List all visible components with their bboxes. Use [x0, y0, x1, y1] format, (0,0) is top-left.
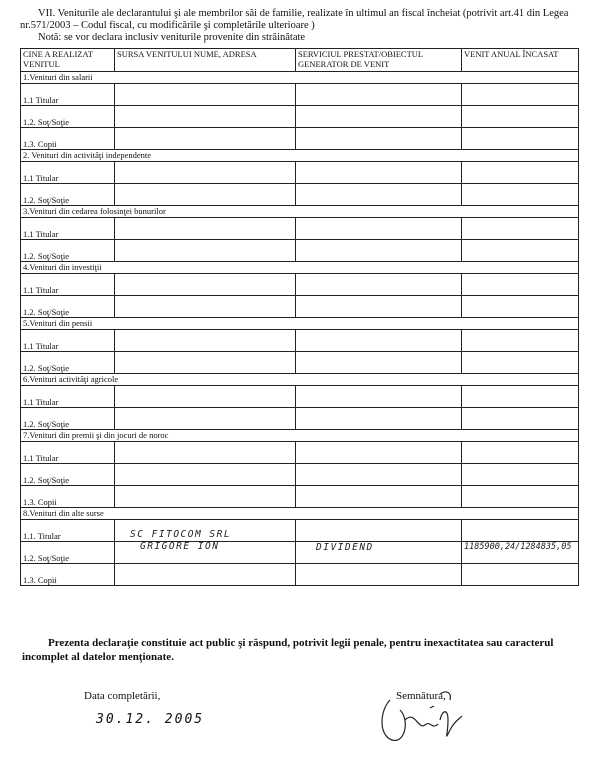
table-cell [296, 274, 462, 296]
row-label: 1.1 Titular [21, 330, 115, 352]
table-cell [115, 128, 296, 150]
table-cell [296, 240, 462, 262]
table-cell [115, 486, 296, 508]
handwritten-amount: 1185900,24/1284835,05 [464, 542, 572, 552]
header-cell: SERVICIUL PRESTAT/OBIECTUL GENERATOR DE VENIT [296, 49, 462, 72]
table-cell [115, 408, 296, 430]
table-row [21, 128, 579, 150]
table-row [21, 564, 579, 586]
table-row [21, 520, 579, 542]
table-cell [462, 408, 579, 430]
table-cell [296, 106, 462, 128]
handwritten-source-person: GRIGORE ION [140, 541, 220, 552]
row-label: 1.1 Titular [21, 386, 115, 408]
section-title: 6.Venituri activităţi agricole [21, 374, 579, 386]
row-label: 1.1 Titular [21, 84, 115, 106]
section-title: 2. Venituri din activităţi independente [21, 150, 579, 162]
section-row [21, 508, 579, 520]
row-label: 1.2. Soţ/Soţie [21, 184, 115, 206]
section-row [21, 262, 579, 274]
table-row [21, 442, 579, 464]
table-cell [296, 464, 462, 486]
section-row [21, 72, 579, 84]
section-title: 1.Venituri din salarii [21, 72, 579, 84]
intro-note: Notă: se vor declara inclusiv veniturile provenite din străinătate [38, 32, 306, 43]
table-row [21, 274, 579, 296]
table-cell [115, 442, 296, 464]
section-title: 8.Venituri din alte surse [21, 508, 579, 520]
row-label: 1.2. Soţ/Soţie [21, 240, 115, 262]
table-cell [115, 330, 296, 352]
section-title: 4.Venituri din investiţii [21, 262, 579, 274]
table-row [21, 408, 579, 430]
closing-statement [22, 636, 582, 664]
row-label: 1.2. Soţ/Soţie [21, 464, 115, 486]
table-cell [296, 486, 462, 508]
table-row [21, 218, 579, 240]
handwritten-service: DIVIDEND [316, 542, 374, 553]
table-row [21, 386, 579, 408]
table-cell [296, 330, 462, 352]
section-title: 3.Venituri din cedarea folosinţei bunurilor [21, 206, 579, 218]
table-cell [462, 386, 579, 408]
table-cell [462, 106, 579, 128]
table-row [21, 106, 579, 128]
table-cell [296, 520, 462, 542]
row-label: 1.3. Copii [21, 564, 115, 586]
table-cell [296, 442, 462, 464]
table-cell [462, 128, 579, 150]
section-row [21, 150, 579, 162]
table-cell [115, 240, 296, 262]
table-cell [115, 84, 296, 106]
table-cell [462, 520, 579, 542]
table-cell [115, 274, 296, 296]
table-row [21, 240, 579, 262]
section-row [21, 430, 579, 442]
intro-text: VII. Veniturile ale declarantului şi ale membrilor săi de familie, realizate în ultimul an fiscal încheiat (potrivit art.41 din Legea nr.571/2003 – Codul fiscal, cu modificările şi completările ulterioare ) [20, 8, 569, 31]
table-row [21, 486, 579, 508]
table-cell [462, 464, 579, 486]
row-label: 1.1 Titular [21, 274, 115, 296]
table-cell [296, 218, 462, 240]
section-title: 5.Venituri din pensii [21, 318, 579, 330]
section-row [21, 374, 579, 386]
table-cell [115, 184, 296, 206]
row-label: 1.2. Soţ/Soţie [21, 296, 115, 318]
table-cell [115, 386, 296, 408]
table-cell [462, 240, 579, 262]
signature-label: Semnătura, [396, 690, 446, 702]
closing-text: Prezenta declaraţie constituie act public şi răspund, potrivit legii penale, pentru inexactitatea sau caracterul incomplet al datelor menţionate. [22, 637, 554, 663]
table-cell [115, 352, 296, 374]
table-cell [296, 386, 462, 408]
row-label: 1.1. Titular [21, 520, 115, 542]
table-cell [115, 218, 296, 240]
handwritten-source-company: SC FITOCOM SRL [130, 529, 232, 540]
table-row [21, 184, 579, 206]
table-cell [296, 408, 462, 430]
signature-image [370, 680, 480, 750]
table-cell [115, 296, 296, 318]
section-row [21, 206, 579, 218]
table-cell [115, 162, 296, 184]
row-label: 1.3. Copii [21, 128, 115, 150]
table-cell [462, 330, 579, 352]
row-label: 1.2. Soţ/Soţie [21, 106, 115, 128]
table-row [21, 464, 579, 486]
section-title: 7.Venituri din premii şi din jocuri de noroc [21, 430, 579, 442]
table-cell [462, 352, 579, 374]
row-label: 1.2. Soţ/Soţie [21, 542, 115, 564]
table-cell [462, 84, 579, 106]
section-row [21, 318, 579, 330]
table-cell [115, 564, 296, 586]
table-row [21, 330, 579, 352]
table-cell [462, 564, 579, 586]
header-row [21, 49, 579, 72]
table-cell [462, 184, 579, 206]
table-cell [462, 162, 579, 184]
table-row [21, 352, 579, 374]
intro [20, 8, 580, 44]
income-table [20, 48, 579, 586]
table-cell [296, 84, 462, 106]
date-value: 30.12. 2005 [96, 712, 205, 727]
table-cell [296, 352, 462, 374]
table-row [21, 84, 579, 106]
table-row [21, 296, 579, 318]
table-cell [296, 184, 462, 206]
row-label: 1.3. Copii [21, 486, 115, 508]
header-cell: SURSA VENITULUI NUME, ADRESA [115, 49, 296, 72]
row-label: 1.2. Soţ/Soţie [21, 408, 115, 430]
row-label: 1.1 Titular [21, 162, 115, 184]
table-cell [462, 296, 579, 318]
table-cell [462, 442, 579, 464]
row-label: 1.1 Titular [21, 218, 115, 240]
date-label: Data completării, [84, 690, 161, 702]
table-cell [296, 296, 462, 318]
table-cell [462, 274, 579, 296]
table-row [21, 162, 579, 184]
header-cell: VENIT ANUAL ÎNCASAT [462, 49, 579, 72]
table-cell [115, 106, 296, 128]
row-label: 1.2. Soţ/Soţie [21, 352, 115, 374]
table-cell [462, 486, 579, 508]
table-cell [296, 564, 462, 586]
header-cell: CINE A REALIZAT VENITUL [21, 49, 115, 72]
table-cell [115, 464, 296, 486]
table-cell [296, 162, 462, 184]
table-cell [296, 128, 462, 150]
table-cell [462, 218, 579, 240]
row-label: 1.1 Titular [21, 442, 115, 464]
